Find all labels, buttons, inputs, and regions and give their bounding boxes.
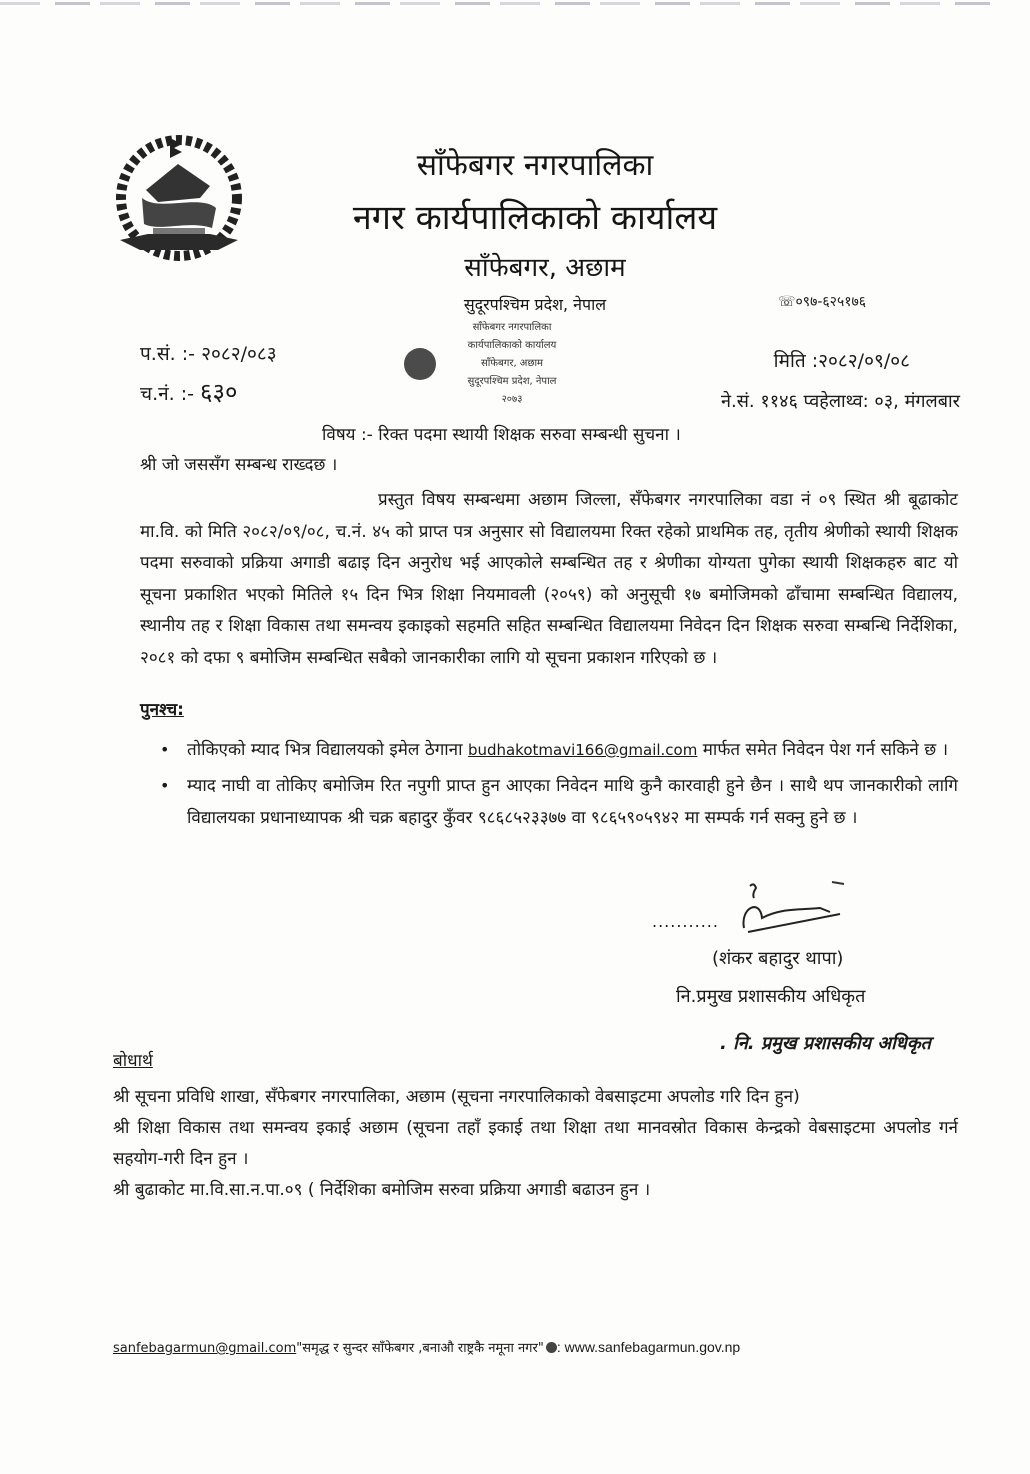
nepal-sambat-date: ने.सं. ११४६ प्वहेलाथ्व: ०३, मंगलबार [721, 391, 960, 412]
bullet-icon: • [160, 740, 170, 759]
office-name: नगर कार्यपालिकाको कार्यालय [352, 198, 718, 238]
date-value: २०८२/०९/०८ [818, 350, 910, 372]
cn-value: ६३० [200, 378, 238, 406]
signatory-title-stamp: . नि. प्रमुख प्रशासकीय अधिकृत [720, 1033, 931, 1054]
office-stamp [400, 318, 590, 410]
letter-subject: विषय :- रिक्त पदमा स्थायी शिक्षक सरुवा सम्बन्धी सुचना । [322, 425, 681, 445]
cn-label: च.नं. :- [140, 383, 194, 405]
bullet1-text-after: मार्फत समेत निवेदन पेश गर्न सकिने छ । [702, 740, 949, 760]
scan-edge-line [0, 2, 1000, 5]
stamp-line-3: साँफेबगर, अछाम [480, 358, 544, 369]
footer-email-link[interactable]: sanfebagarmun@gmail.com [113, 1341, 297, 1356]
signatory-name: (शंकर बहादुर थापा) [712, 948, 844, 969]
bullet1-text-before: तोकिएको म्याद भित्र विद्यालयको इमेल ठेगाना [187, 740, 463, 760]
office-location: साँफेबगर, अछाम [464, 253, 626, 283]
signature-dots: ........... [652, 912, 719, 931]
cn-reference [140, 375, 238, 408]
stamp-line-1: साँफेबगर नगरपालिका [472, 322, 552, 333]
postscript-item [160, 734, 958, 766]
footer [113, 1338, 740, 1356]
letter-date [774, 347, 910, 373]
salutation: श्री जो जससँग सम्बन्ध राख्दछ । [140, 455, 338, 475]
footer-website[interactable]: : www.sanfebagarmun.gov.np [556, 1339, 741, 1355]
ps-value: २०८२/०८३ [201, 343, 277, 365]
cc-label: बोधार्थ [113, 1051, 153, 1071]
ps-reference [140, 340, 277, 366]
cc-list [113, 1082, 958, 1206]
date-label: मिति : [773, 350, 819, 372]
body-paragraph: प्रस्तुत विषय सम्बन्धमा अछाम जिल्ला, सँफेबगर नगरपालिका वडा नं ०९ स्थित श्री बूढाकोट मा.वि. को मिति २०८२/०९/०८, च.नं. ४५ को प्राप्त पत्र अनुसार सो विद्यालयमा रिक्त रहेको प्राथमिक तह, तृतीय श्रेणीको स्थायी शिक्षक पदमा सरुवाको प्रक्रिया अगाडी बढाइ दिन अनुरोध भई आएकोले सम्बन्धित तह र श्रेणीका योग्यता पुगेका स्थायी शिक्षकहरु बाट यो सूचना प्रकाशित भएको मितिले १५ दिन भित्र शिक्षा नियमावली (२०५९) को अनुसूची १७ बमोजिमको ढाँचामा सम्बन्धित विद्यालय, स्थानीय तह र शिक्षा विकास तथा समन्वय इकाइको सहमति सहित सम्बन्धित विद्यालयमा निवेदन दिन शिक्षक सरुवा सम्बन्धि निर्देशिका, २०८१ को दफा ९ बमोजिम सम्बन्धित सबैको जानकारीका लागि यो सूचना प्रकाशन गरिएको छ । [140, 490, 958, 668]
signature-mark [720, 878, 860, 938]
postscript-label: पुनश्च: [140, 700, 184, 720]
stamp-line-5: २०७३ [501, 394, 523, 405]
postscript-item [160, 770, 958, 834]
bullet-icon: • [160, 776, 170, 795]
globe-icon [546, 1342, 557, 1353]
signatory-title: नि.प्रमुख प्रशासकीय अधिकृत [676, 986, 866, 1007]
ps-label: प.सं. :- [140, 343, 196, 365]
cc-item: श्री बुढाकोट मा.वि.सा.न.पा.०९ ( निर्देशिका बमोजिम सरुवा प्रक्रिया अगाडी बढाउन हुन । [113, 1180, 651, 1200]
municipality-name: साँफेबगर नगरपालिका [416, 148, 654, 183]
bullet2-text: म्याद नाघी वा तोकिए बमोजिम रित नपुगी प्राप्त हुन आएका निवेदन माथि कुनै कारवाही हुने छैन । साथै थप जानकारीको लागि विद्यालयका प्रधानाध्यापक श्री चक्र बहादुर कुँवर ९८६८५२३३७७ वा ९८६५९०५९४२ मा सम्पर्क गर्न सक्नु हुने छ । [187, 776, 958, 828]
office-province: सुदूरपश्चिम प्रदेश, नेपाल [463, 295, 607, 314]
cc-item: श्री शिक्षा विकास तथा समन्वय इकाई अछाम (सूचना तहाँ इकाई तथा शिक्षा तथा मानवस्रोत विकास केन्द्रको वेबसाइटमा अपलोड गर्न सहयोग-गरी दिन हुन । [113, 1118, 958, 1169]
cc-item: श्री सूचना प्रविधि शाखा, सँफेबगर नगरपालिका, अछाम (सूचना नगरपालिकाको वेबसाइटमा अपलोड गरि दिन हुन) [113, 1087, 800, 1107]
stamp-line-4: सुदूरपश्चिम प्रदेश, नेपाल [467, 376, 557, 387]
postscript-list [160, 734, 958, 838]
phone-number: ☏०९७-६२५१७६ [778, 294, 867, 310]
stamp-line-2: कार्यपालिकाको कार्यालय [467, 340, 557, 351]
footer-slogan: "समृद्ध र सुन्दर साँफेबगर ,बनाऔ राष्ट्रकै नमूना नगर" [296, 1341, 544, 1356]
school-email-link[interactable]: budhakotmavi166@gmail.com [467, 741, 698, 759]
stamp-seal-icon [404, 348, 436, 380]
